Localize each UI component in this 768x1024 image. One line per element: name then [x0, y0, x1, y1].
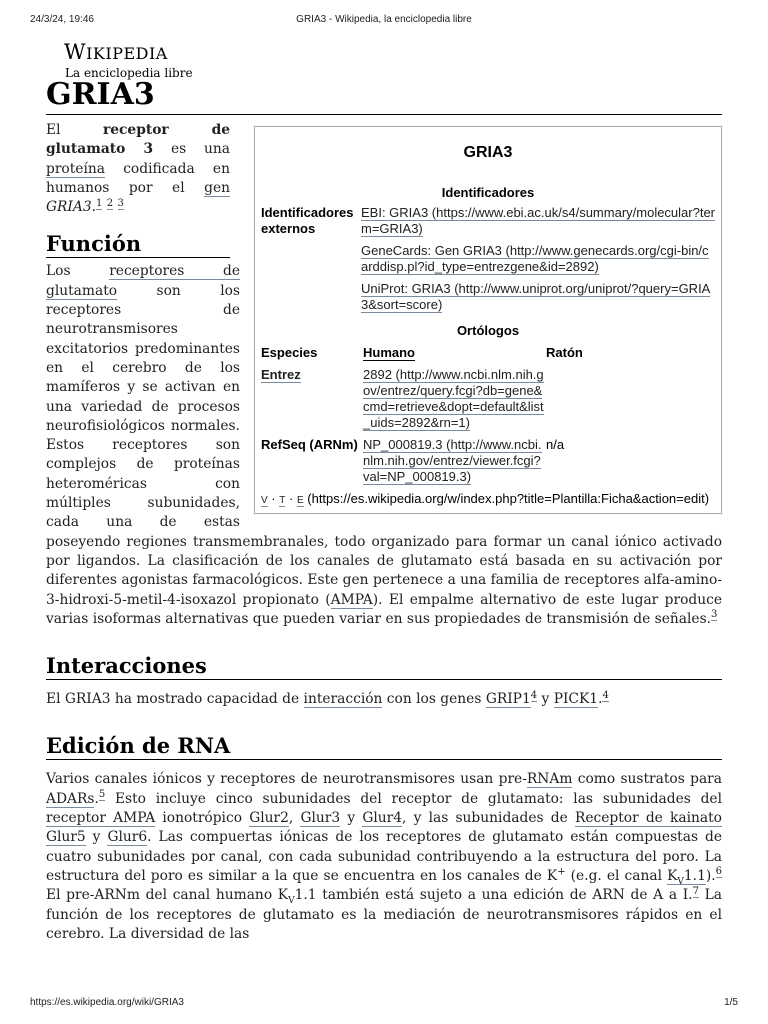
intro-text-3: codificada en humanos por el	[46, 160, 230, 196]
interacciones-text-3: y	[537, 691, 554, 708]
vte-links	[261, 491, 715, 509]
ext-ids-values	[361, 205, 715, 319]
refseq-humano	[363, 437, 546, 485]
funcion-heading: Función	[46, 231, 230, 258]
print-footer	[30, 997, 738, 1013]
col-humano-label: Humano	[363, 345, 415, 360]
refseq-raton: n/a	[546, 437, 565, 452]
ref-4b[interactable]	[602, 690, 608, 702]
glur2-link[interactable]: Glur2	[249, 810, 289, 827]
uniprot-link[interactable]: UniProt: GRIA3 (http://www.uniprot.org/uniprot/?query=GRIA3&sort=score)	[361, 281, 711, 312]
ext-ids-label: Identificadores externos	[261, 205, 354, 236]
logo-wordmark-rest: IKIPEDIA	[86, 44, 168, 63]
glur5-link[interactable]: Glur5	[46, 829, 86, 846]
ref-6[interactable]	[716, 866, 722, 878]
edicion-text-15: 1.1 también está sujeto a una edición de ARN de A a I.	[294, 887, 693, 904]
funcion-heading-wrap	[46, 217, 230, 262]
interacciones-paragraph	[46, 690, 722, 709]
proteina-link[interactable]: proteína	[46, 160, 105, 177]
pick1-link[interactable]: PICK1	[553, 691, 599, 708]
vte-talk-link[interactable]: T	[279, 495, 286, 506]
edicion-text-1: Varios canales iónicos y receptores de neurotransmisores usan pre-	[46, 771, 527, 788]
kv11-link[interactable]	[667, 868, 706, 885]
receptores-glutamato-link[interactable]: receptores de glutamato	[46, 263, 240, 299]
glur3-link[interactable]: Glur3	[300, 810, 341, 827]
ref-3b-link[interactable]: 3	[711, 609, 718, 621]
kv-rest: 1.1	[683, 867, 706, 884]
edicion-heading: Edición de RNA	[46, 733, 722, 760]
edicion-text-7: y	[340, 810, 363, 827]
funcion-text-2: son los receptores de neurotransmisores excitatorios predominantes en el cerebro de los mamíferos y se activan en una variedad de procesos neurofisiológicos normales. Estos receptores son complejos de proteínas heteroméricas con múltiples subunidades, cada una de estas poseyendo regiones transmembranales, todo organizado para formar un canal iónico activado por ligandos. La clasificación de los canales de glutamato está basada en su activación por diferentes agonistas farmacológicos. Este gen pertenece a una familia de receptores alfa-amino-3-hidroxi-5-metil-4-isoxazol propionato (	[46, 282, 722, 608]
intro-text-5: .	[91, 199, 96, 216]
ebi-link[interactable]: EBI: GRIA3 (https://www.ebi.ac.uk/s4/summary/molecular?term=GRIA3)	[361, 205, 716, 236]
ref-5-link[interactable]: 5	[98, 789, 106, 801]
kv-sub: V	[677, 876, 684, 887]
receptor-kainato-link[interactable]: Receptor de kainato	[574, 810, 722, 827]
gria3-italic: GRIA3	[46, 199, 92, 216]
edicion-text-11: . Las compuertas iónicas de los receptores de glutamato están compuestas de cuatro subunidades por canal, con cada subunidad contribuyendo a la estructura del poro. La estructura del poro es similar a la que se encuentra en los canales de K	[46, 829, 722, 884]
receptor-ampa-link[interactable]: receptor AMPA	[46, 810, 156, 827]
edicion-text-14: El pre-ARNm del canal humano K	[46, 887, 289, 904]
edicion-text-13: ).	[705, 867, 716, 884]
rnam-link[interactable]: RNAm	[526, 771, 573, 788]
ref-2[interactable]	[107, 198, 113, 210]
kv-k: K	[667, 867, 678, 884]
interacciones-heading: Interacciones	[46, 653, 722, 680]
entrez-link[interactable]: 2892 (http://www.ncbi.nlm.nih.gov/entrez/query.fcgi?db=gene&cmd=retrieve&dopt=default&list_uids=2892&rn=1)	[363, 367, 544, 430]
grip1-link[interactable]: GRIP1	[485, 691, 531, 708]
interacciones-text-4: .	[598, 691, 603, 708]
entrez-label	[261, 367, 363, 431]
refseq-label: RefSeq (ARNm)	[261, 437, 358, 452]
infobox-ext-ids	[261, 205, 715, 319]
print-datetime: 24/3/24, 19:46	[30, 14, 94, 25]
vte-sep-1: ·	[271, 491, 276, 506]
infobox	[254, 126, 722, 514]
edicion-text-4: Esto incluye cinco subunidades del receptor de glutamato: las subunidades del	[105, 790, 722, 807]
print-page-number: 1/5	[724, 997, 738, 1008]
title-rule	[46, 114, 722, 115]
edicion-text-16: La función de los receptores de glutamato es la mediación de neurotransmisores rápidos en el cerebro. La diversidad de las	[46, 887, 723, 942]
glur6-link[interactable]: Glur6	[107, 829, 148, 846]
genecards-link[interactable]: GeneCards: Gen GRIA3 (http://www.genecards.org/cgi-bin/carddisp.pl?id_type=entrezgene&id=2892)	[361, 243, 709, 274]
glur4-link[interactable]: Glur4	[362, 810, 403, 827]
edicion-text-2: como sustratos para	[572, 771, 722, 788]
interacciones-text-2: con los genes	[382, 691, 486, 708]
ref-6-link[interactable]: 6	[715, 866, 723, 878]
intro-text-1: El	[46, 122, 103, 138]
intro-paragraph	[46, 121, 230, 217]
ref-3[interactable]	[118, 198, 124, 210]
funcion-text-1: Los	[46, 263, 110, 280]
col-humano	[363, 345, 546, 361]
print-header	[30, 14, 738, 30]
ampa-link[interactable]: AMPA	[330, 591, 373, 608]
infobox-title: GRIA3	[463, 144, 513, 161]
entrez-link-label[interactable]: Entrez	[261, 367, 301, 382]
entrez-raton	[546, 367, 715, 431]
especies-label: Especies	[261, 345, 318, 360]
vte-sep-2: ·	[289, 491, 294, 506]
ref-7-link[interactable]: 7	[692, 885, 699, 897]
intro-bold-subject: receptor de glutamato 3	[46, 122, 231, 158]
vte-url[interactable]: (https://es.wikipedia.org/w/index.php?title=Plantilla:Ficha&action=edit)	[307, 491, 710, 506]
infobox-section-ortologos: Ortólogos	[456, 323, 520, 338]
edicion-text-3: .	[94, 790, 99, 807]
edicion-text-5: ionotrópico	[155, 810, 250, 827]
edicion-text-12: (e.g. el canal	[565, 867, 668, 884]
adars-link[interactable]: ADARs	[46, 790, 95, 807]
refseq-link[interactable]: NP_000819.3 (http://www.ncbi.nlm.nih.gov/entrez/viewer.fcgi?val=NP_000819.3)	[363, 437, 542, 484]
vte-edit-link[interactable]: E	[296, 495, 304, 506]
col-raton: Ratón	[546, 345, 583, 360]
logo-tagline: La enciclopedia libre	[65, 66, 193, 80]
wikipedia-logo[interactable]	[64, 40, 204, 80]
edicion-heading-wrap	[46, 709, 722, 764]
ref-3-link[interactable]: 3	[117, 197, 124, 209]
kv2-sub: V	[288, 895, 295, 906]
entrez-humano	[363, 367, 546, 431]
print-url: https://es.wikipedia.org/wiki/GRIA3	[30, 997, 184, 1008]
interaccion-link[interactable]: interacción	[303, 691, 383, 708]
logo-wordmark: WIKIPEDIA	[64, 40, 168, 64]
ref-4b-link[interactable]: 4	[602, 689, 609, 701]
interacciones-heading-wrap	[46, 629, 722, 684]
ref-1[interactable]	[96, 198, 102, 210]
print-page-title: GRIA3 - Wikipedia, la enciclopedia libre	[296, 14, 472, 25]
edicion-paragraph	[46, 770, 722, 944]
gen-link[interactable]: gen	[204, 179, 230, 196]
infobox-section-identificadores: Identificadores	[441, 185, 535, 200]
page-title: GRIA3	[46, 77, 155, 112]
edicion-text-10: y	[85, 829, 108, 846]
edicion-text-8: , y las subunidades de	[402, 810, 575, 827]
funcion-text-3: ). El empalme alternativo de este lugar produce varias isoformas alternativas que pueden variar en sus propiedades de transmisión de señales.	[46, 591, 722, 627]
intro-text-2: es una	[153, 141, 231, 158]
k-plus-sup: +	[557, 866, 566, 878]
vte-view-link[interactable]: V	[261, 495, 268, 506]
ref-2-link[interactable]: 2	[106, 197, 114, 209]
ref-3b[interactable]	[711, 609, 717, 621]
orthologs-table	[261, 345, 715, 485]
edicion-text-6: ,	[288, 810, 301, 827]
ref-4a-link[interactable]: 4	[530, 689, 538, 701]
article-content	[46, 121, 722, 944]
interacciones-text-1: El GRIA3 ha mostrado capacidad de	[46, 691, 304, 708]
ref-1-link[interactable]: 1	[96, 197, 103, 209]
